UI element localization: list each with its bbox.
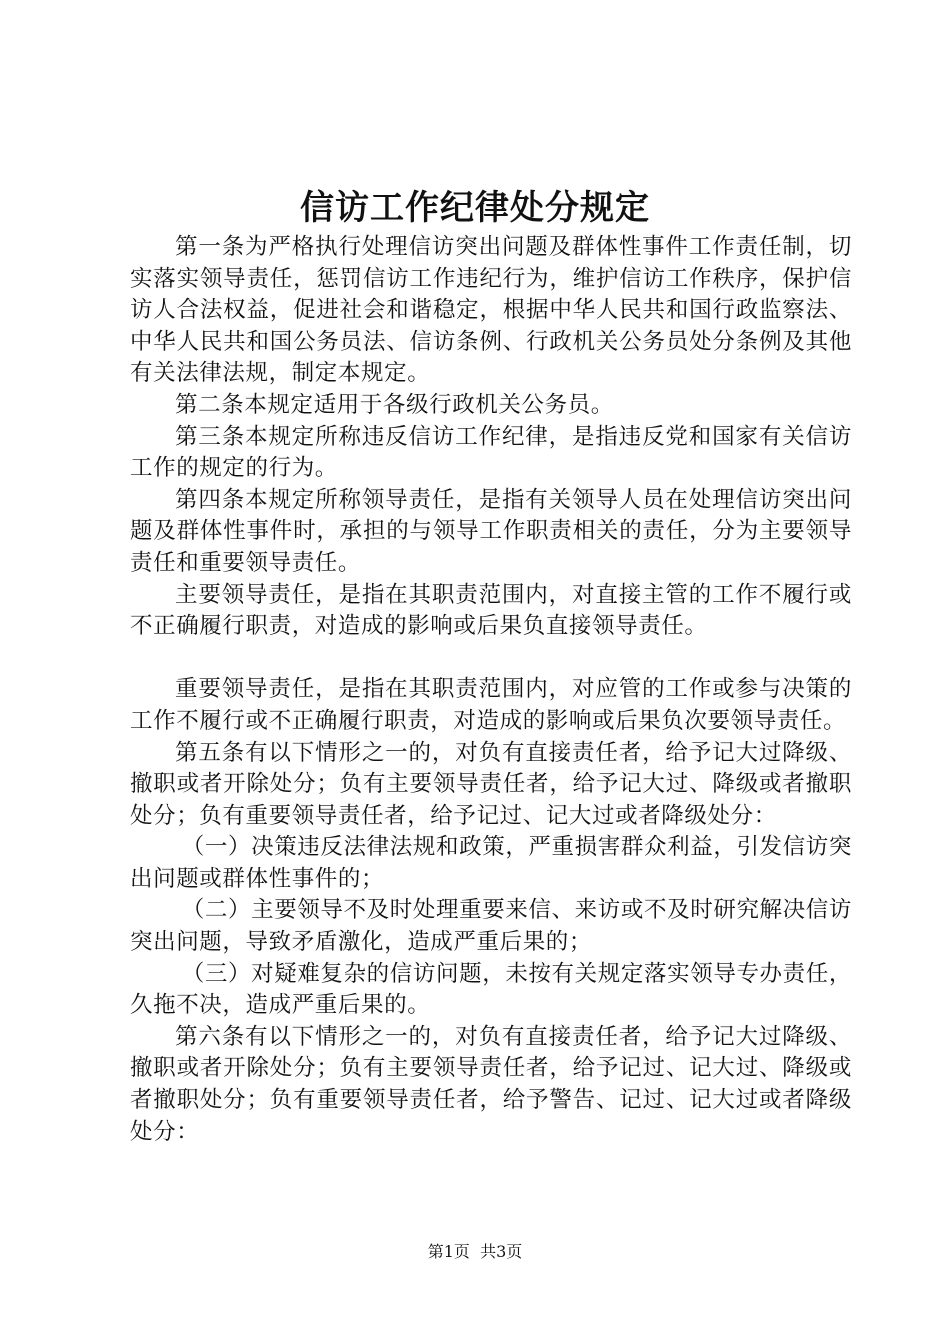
paragraph-article-5: 第五条有以下情形之一的，对负有直接责任者，给予记大过降级、撤职或者开除处分；负有主要领导责任者，给予记大过、降级或者撤职处分；负有重要领导责任者，给予记过、记大过或者降级处分： [130, 739, 852, 829]
page-number: 第1页 [427, 1242, 470, 1261]
paragraph-article-3: 第三条本规定所称违反信访工作纪律，是指违反党和国家有关信访工作的规定的行为。 [130, 423, 852, 482]
page-total: 共3页 [480, 1242, 523, 1261]
paragraph-important-responsibility: 重要领导责任，是指在其职责范围内，对应管的工作或参与决策的工作不履行或不正确履行职责，对造成的影响或后果负次要领导责任。 [130, 676, 852, 734]
paragraph-primary-responsibility: 主要领导责任，是指在其职责范围内，对直接主管的工作不履行或不正确履行职责，对造成的影响或后果负直接领导责任。 [130, 581, 852, 640]
paragraph-article-4: 第四条本规定所称领导责任，是指有关领导人员在处理信访突出问题及群体性事件时，承担的与领导工作职责相关的责任，分为主要领导责任和重要领导责任。 [130, 486, 852, 576]
paragraph-article-2: 第二条本规定适用于各级行政机关公务员。 [175, 391, 614, 418]
document-body [130, 232, 852, 1148]
paragraph-item-1: （一）决策违反法律法规和政策，严重损害群众利益，引发信访突出问题或群体性事件的； [130, 834, 852, 892]
paragraph-article-1: 第一条为严格执行处理信访突出问题及群体性事件工作责任制，切实落实领导责任，惩罚信访工作违纪行为，维护信访工作秩序，保护信访人合法权益，促进社会和谐稳定，根据中华人民共和国行政监察法、中华人民共和国公务员法、信访条例、行政机关公务员处分条例及其他有关法律法规，制定本规定。 [130, 234, 852, 387]
paragraph-item-2: （二）主要领导不及时处理重要来信、来访或不及时研究解决信访突出问题，导致矛盾激化，造成严重后果的； [130, 897, 852, 956]
document-title: 信访工作纪律处分规定 [300, 188, 650, 228]
page-footer [0, 1240, 950, 1264]
paragraph-article-6: 第六条有以下情形之一的，对负有直接责任者，给予记大过降级、撤职或者开除处分；负有主要领导责任者，给予记过、记大过、降级或者撤职处分；负有重要领导责任者，给予警告、记过、记大过或者降级处分： [130, 1023, 852, 1145]
paragraph-item-3: （三）对疑难复杂的信访问题，未按有关规定落实领导专办责任，久拖不决，造成严重后果的。 [130, 960, 852, 1019]
